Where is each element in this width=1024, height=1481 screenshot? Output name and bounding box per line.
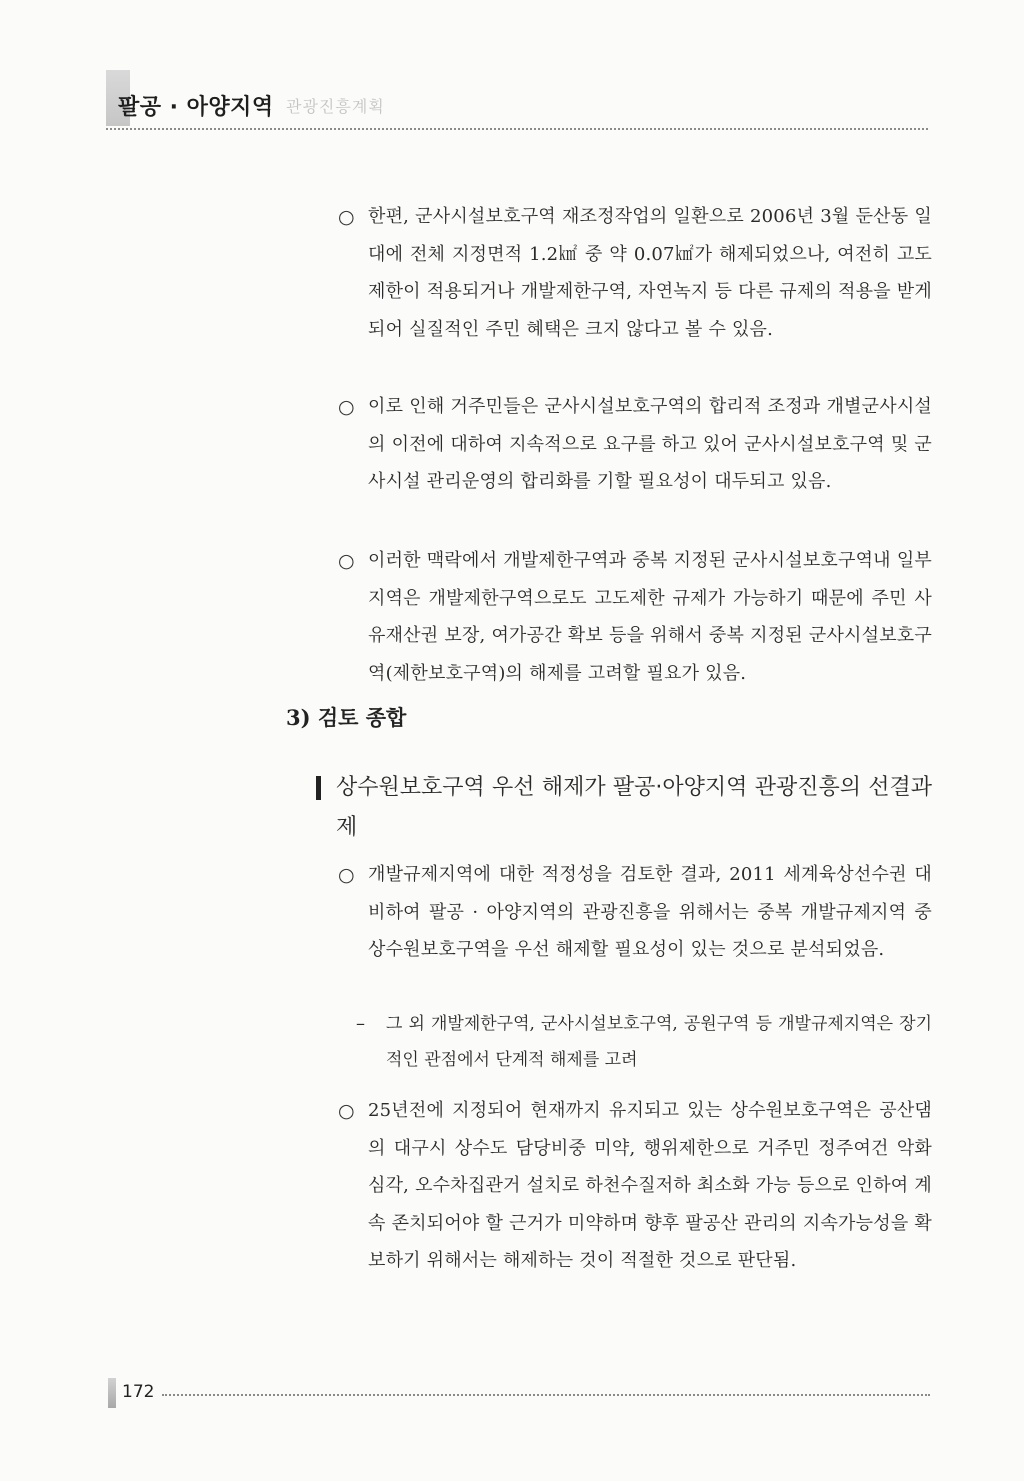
section-title: 3) 검토 종합	[286, 705, 407, 730]
paragraph-2	[338, 388, 932, 501]
header-dotted-rule	[106, 128, 928, 130]
emphasis-bar-icon	[316, 776, 321, 800]
circle-bullet-icon: ○	[338, 396, 355, 418]
paragraph-text: 이러한 맥락에서 개발제한구역과 중복 지정된 군사시설보호구역내 일부지역은 개발제한구역으로도 고도제한 규제가 가능하기 때문에 주민 사유재산권 보장, 여가공간 확보 등을 위해서 중복 지정된 군사시설보호구역(제한보호구역)의 해제를 고려할 필요가 있음.	[368, 550, 932, 684]
circle-bullet-icon: ○	[338, 550, 355, 572]
paragraph-text: 개발규제지역에 대한 적정성을 검토한 결과, 2011 세계육상선수권 대비하여 팔공 · 아양지역의 관광진흥을 위해서는 중복 개발규제지역 중 상수원보호구역을 우선 해제할 필요성이 있는 것으로 분석되었음.	[368, 864, 932, 960]
page-number: 172	[122, 1382, 155, 1402]
paragraph-text: 25년전에 지정되어 현재까지 유지되고 있는 상수원보호구역은 공산댐의 대구시 상수도 담당비중 미약, 행위제한으로 거주민 정주여건 악화 심각, 오수차집관거 설치로 하천수질저하 최소화 가능 등으로 인하여 계속 존치되어야 할 근거가 미약하며 향후 팔공산 관리의 지속가능성을 확보하기 위해서는 해제하는 것이 적절한 것으로 판단됨.	[368, 1100, 932, 1271]
dash-bullet-icon: –	[356, 1013, 365, 1034]
emphasis-heading	[316, 768, 932, 848]
footer-dotted-rule	[162, 1394, 930, 1396]
header-title: 팔공 · 아양지역	[118, 95, 274, 120]
paragraph-text: 이로 인해 거주민들은 군사시설보호구역의 합리적 조정과 개별군사시설의 이전에 대하여 지속적으로 요구를 하고 있어 군사시설보호구역 및 군사시설 관리운영의 합리화를 기할 필요성이 대두되고 있음.	[368, 396, 932, 492]
paragraph-text: 한편, 군사시설보호구역 재조정작업의 일환으로 2006년 3월 둔산동 일대에 전체 지정면적 1.2㎢ 중 약 0.07㎢가 해제되었으나, 여전히 고도제한이 적용되거나 개발제한구역, 자연녹지 등 다른 규제의 적용을 받게 되어 실질적인 주민 혜택은 크지 않다고 볼 수 있음.	[368, 206, 932, 340]
review-paragraph-1	[338, 856, 932, 969]
page-header	[102, 70, 928, 132]
paragraph-3	[338, 542, 932, 692]
paragraph-1	[338, 198, 932, 348]
dash-note-text: 그 외 개발제한구역, 군사시설보호구역, 공원구역 등 개발규제지역은 장기적인 관점에서 단계적 해제를 고려	[386, 1014, 932, 1070]
circle-bullet-icon: ○	[338, 1100, 355, 1122]
header-subtitle: 관광진흥계획	[286, 97, 385, 116]
circle-bullet-icon: ○	[338, 864, 355, 886]
footer-tab-marker	[108, 1378, 116, 1408]
circle-bullet-icon: ○	[338, 206, 355, 228]
review-paragraph-2	[338, 1092, 932, 1280]
dash-note	[356, 1006, 932, 1078]
emphasis-text: 상수원보호구역 우선 해제가 팔공·아양지역 관광진흥의 선결과제	[336, 775, 932, 840]
